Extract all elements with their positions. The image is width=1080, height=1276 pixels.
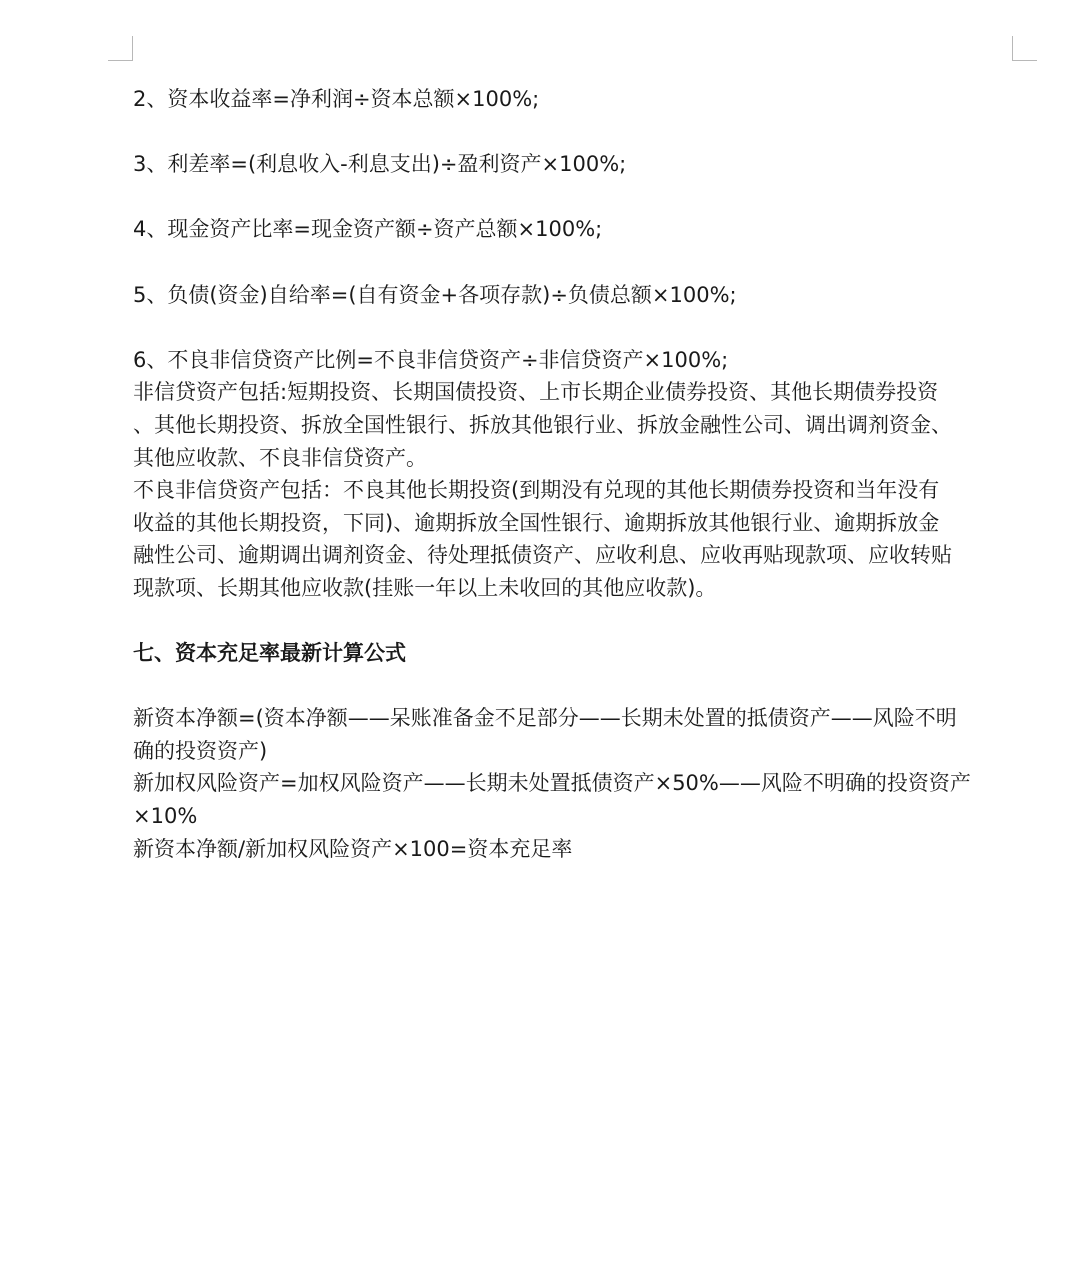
crop-mark-top-left	[108, 36, 133, 61]
paragraph-gap	[133, 670, 1013, 703]
crop-mark-top-right	[1012, 36, 1037, 61]
paragraph-gap	[133, 605, 1013, 638]
bad-non-credit-assets-line: 融性公司、逾期调出调剂资金、待处理抵债资产、应收利息、应收再贴现款项、应收转贴	[133, 543, 952, 568]
paragraph-gap	[133, 246, 1013, 279]
formula-line: 3、利差率=(利息收入-利息支出)÷盈利资产×100%;	[133, 152, 627, 177]
paragraph-gap	[133, 311, 1013, 344]
formula-line: 6、不良非信贷资产比例=不良非信贷资产÷非信贷资产×100%;	[133, 347, 729, 372]
non-credit-assets-line: 非信贷资产包括:短期投资、长期国债投资、上市长期企业债券投资、其他长期债券投资	[133, 380, 939, 405]
capital-adequacy-line: 确的投资资产)	[133, 738, 268, 763]
formula-line: 2、资本收益率=净利润÷资本总额×100%;	[133, 87, 540, 111]
non-credit-assets-line: 其他应收款、不良非信贷资产。	[133, 445, 427, 470]
capital-adequacy-line: 新加权风险资产=加权风险资产——长期未处置抵债资产×50%——风险不明确的投资资产	[133, 771, 971, 796]
formula-line: 5、负债(资金)自给率=(自有资金+各项存款)÷负债总额×100%;	[133, 282, 737, 307]
bad-non-credit-assets-line: 现款项、长期其他应收款(挂账一年以上未收回的其他应收款)。	[133, 575, 717, 600]
capital-adequacy-line: 新资本净额/新加权风险资产×100=资本充足率	[133, 836, 573, 861]
document-body	[133, 83, 1013, 865]
paragraph-gap	[133, 116, 1013, 149]
paragraph-gap	[133, 181, 1013, 214]
bad-non-credit-assets-line: 不良非信贷资产包括：不良其他长期投资(到期没有兑现的其他长期债券投资和当年没有	[133, 478, 940, 503]
non-credit-assets-line: 、其他长期投资、拆放全国性银行、拆放其他银行业、拆放金融性公司、调出调剂资金、	[133, 412, 952, 437]
capital-adequacy-line: 新资本净额=(资本净额——呆账准备金不足部分——长期未处置的抵债资产——风险不明	[133, 706, 957, 731]
capital-adequacy-line: ×10%	[133, 804, 198, 829]
bad-non-credit-assets-line: 收益的其他长期投资，下同)、逾期拆放全国性银行、逾期拆放其他银行业、逾期拆放金	[133, 510, 940, 535]
section-heading: 七、资本充足率最新计算公式	[133, 641, 406, 666]
formula-line: 4、现金资产比率=现金资产额÷资产总额×100%;	[133, 217, 603, 242]
